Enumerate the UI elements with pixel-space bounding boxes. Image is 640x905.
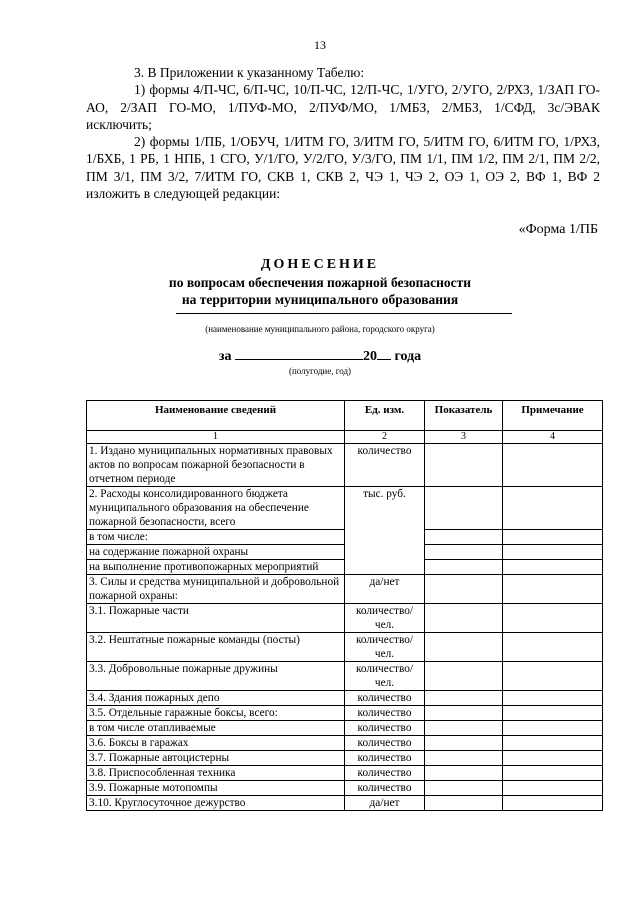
row-name: 3.8. Приспособленная техника xyxy=(87,766,345,781)
row-name: 3.10. Круглосуточное дежурство xyxy=(87,796,345,811)
table-row xyxy=(87,575,603,604)
table-row xyxy=(87,736,603,751)
row-unit: количество/ чел. xyxy=(345,604,425,633)
note-cell[interactable] xyxy=(503,736,603,751)
period-line xyxy=(0,346,640,365)
table-row xyxy=(87,444,603,487)
row-unit: да/нет xyxy=(345,796,425,811)
row-name: 3.2. Нештатные пожарные команды (посты) xyxy=(87,633,345,662)
intro-paragraph: 2) формы 1/ПБ, 1/ОБУЧ, 1/ИТМ ГО, 3/ИТМ ГО, 5/ИТМ ГО, 6/ИТМ ГО, 1/РХЗ, 1/БХБ, 1 РБ, 1 НПБ, 1 СГО, У/1/ГО, У/2/ГО, У/3/ГО, ПМ 1/1, ПМ 1/2, ПМ 2/1, ПМ 2/2, ПМ 3/1, ПМ 3/2, 7/ИТМ ГО, СКВ 1, СКВ 2, ЧЭ 1, ЧЭ 2, ОЭ 1, ОЭ 2, ВФ 1, ВФ 2 изложить в следующей редакции: xyxy=(86,134,600,202)
row-name: 3.7. Пожарные автоцистерны xyxy=(87,751,345,766)
document-subtitle xyxy=(0,274,640,308)
table-row xyxy=(87,487,603,530)
year-blank xyxy=(377,346,391,360)
page-number: 13 xyxy=(314,38,326,52)
table-row xyxy=(87,781,603,796)
value-cell[interactable] xyxy=(425,736,503,751)
column-number-row xyxy=(87,431,603,444)
column-number: 1 xyxy=(87,431,345,444)
document-title: ДОНЕСЕНИЕ xyxy=(260,257,380,272)
table-row xyxy=(87,604,603,633)
row-unit: да/нет xyxy=(345,575,425,604)
intro-paragraph: 1) формы 4/П-ЧС, 6/П-ЧС, 10/П-ЧС, 12/П-ЧС, 1/УГО, 2/УГО, 2/РХЗ, 1/ЗАП ГО-АО, 2/ЗАП ГО-МО, 1/ПУФ-МО, 2/ПУФ/МО, 1/МБЗ, 2/МБЗ, 1/СФД, 3с/ЭВАК исключить; xyxy=(86,82,600,132)
row-unit: тыс. руб. xyxy=(345,487,425,575)
note-cell[interactable] xyxy=(503,691,603,706)
value-cell[interactable] xyxy=(425,662,503,691)
table-row xyxy=(87,662,603,691)
table-row xyxy=(87,751,603,766)
value-cell[interactable] xyxy=(425,487,503,530)
note-cell[interactable] xyxy=(503,633,603,662)
value-cell[interactable] xyxy=(425,560,503,575)
row-unit: количество xyxy=(345,706,425,721)
note-cell[interactable] xyxy=(503,575,603,604)
table-header-row xyxy=(87,401,603,431)
row-unit: количество/ чел. xyxy=(345,633,425,662)
row-unit: количество xyxy=(345,691,425,706)
subtitle-line: на территории муниципального образования xyxy=(181,292,459,307)
column-number: 4 xyxy=(503,431,603,444)
note-cell[interactable] xyxy=(503,604,603,633)
row-name: 3.1. Пожарные части xyxy=(87,604,345,633)
note-cell[interactable] xyxy=(503,721,603,736)
row-name: на содержание пожарной охраны xyxy=(87,545,345,560)
note-cell[interactable] xyxy=(503,796,603,811)
row-name: 1. Издано муниципальных нормативных правовых актов по вопросам пожарной безопасности в отчетном периоде xyxy=(87,444,345,487)
column-header: Ед. изм. xyxy=(345,401,425,431)
column-number: 3 xyxy=(425,431,503,444)
value-cell[interactable] xyxy=(425,530,503,545)
period-year: 20 xyxy=(362,349,377,364)
value-cell[interactable] xyxy=(425,706,503,721)
value-cell[interactable] xyxy=(425,721,503,736)
period-caption: (полугодие, год) xyxy=(288,366,352,376)
region-caption: (наименование муниципального района, городского округа) xyxy=(205,324,435,334)
value-cell[interactable] xyxy=(425,766,503,781)
value-cell[interactable] xyxy=(425,545,503,560)
row-unit: количество/ чел. xyxy=(345,662,425,691)
row-unit: количество xyxy=(345,766,425,781)
row-unit: количество xyxy=(345,444,425,487)
note-cell[interactable] xyxy=(503,662,603,691)
row-name: 3.3. Добровольные пожарные дружины xyxy=(87,662,345,691)
table-row xyxy=(87,766,603,781)
subtitle-line: по вопросам обеспечения пожарной безопасности xyxy=(168,275,472,290)
column-header: Примечание xyxy=(503,401,603,431)
row-name: 3.6. Боксы в гаражах xyxy=(87,736,345,751)
report-table xyxy=(86,400,603,811)
column-header: Наименование сведений xyxy=(87,401,345,431)
note-cell[interactable] xyxy=(503,706,603,721)
period-blank xyxy=(235,346,363,360)
table-row xyxy=(87,706,603,721)
row-name: в том числе: xyxy=(87,530,345,545)
note-cell[interactable] xyxy=(503,487,603,530)
value-cell[interactable] xyxy=(425,575,503,604)
row-unit: количество xyxy=(345,736,425,751)
note-cell[interactable] xyxy=(503,560,603,575)
value-cell[interactable] xyxy=(425,796,503,811)
value-cell[interactable] xyxy=(425,444,503,487)
note-cell[interactable] xyxy=(503,781,603,796)
note-cell[interactable] xyxy=(503,444,603,487)
note-cell[interactable] xyxy=(503,530,603,545)
value-cell[interactable] xyxy=(425,781,503,796)
region-fill-line xyxy=(176,313,512,314)
row-unit: количество xyxy=(345,751,425,766)
row-name: 3.4. Здания пожарных депо xyxy=(87,691,345,706)
note-cell[interactable] xyxy=(503,751,603,766)
column-header: Показатель xyxy=(425,401,503,431)
row-name: на выполнение противопожарных мероприятий xyxy=(87,560,345,575)
period-prefix: за xyxy=(218,349,232,364)
table-row xyxy=(87,796,603,811)
table-row xyxy=(87,721,603,736)
row-name: 3.9. Пожарные мотопомпы xyxy=(87,781,345,796)
value-cell[interactable] xyxy=(425,633,503,662)
value-cell[interactable] xyxy=(425,691,503,706)
value-cell[interactable] xyxy=(425,751,503,766)
value-cell[interactable] xyxy=(425,604,503,633)
intro-text xyxy=(86,64,600,202)
row-name: в том числе отапливаемые xyxy=(87,721,345,736)
row-unit: количество xyxy=(345,721,425,736)
row-name: 3. Силы и средства муниципальной и добровольной пожарной охраны: xyxy=(87,575,345,604)
period-suffix: года xyxy=(394,349,422,364)
table-row xyxy=(87,633,603,662)
note-cell[interactable] xyxy=(503,545,603,560)
row-name: 2. Расходы консолидированного бюджета муниципального образования на обеспечение пожарной безопасности, всего xyxy=(87,487,345,530)
column-number: 2 xyxy=(345,431,425,444)
intro-paragraph: 3. В Приложении к указанному Табелю: xyxy=(134,65,365,80)
row-name: 3.5. Отдельные гаражные боксы, всего: xyxy=(87,706,345,721)
table-row xyxy=(87,691,603,706)
form-reference: «Форма 1/ПБ xyxy=(518,222,598,237)
row-unit: количество xyxy=(345,781,425,796)
note-cell[interactable] xyxy=(503,766,603,781)
